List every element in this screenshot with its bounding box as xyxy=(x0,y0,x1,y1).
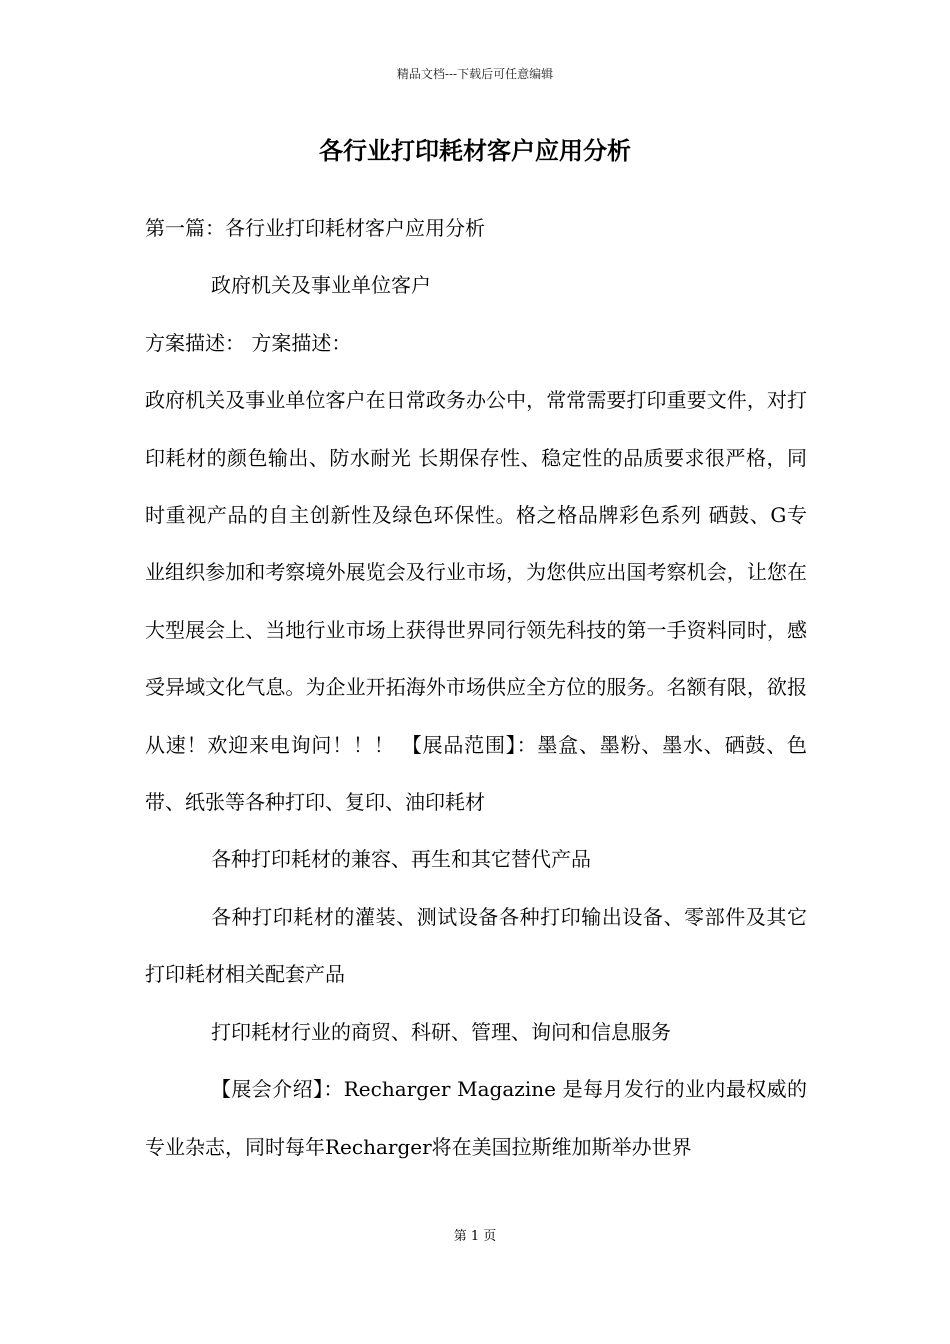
subheading: 政府机关及事业单位客户 xyxy=(211,273,431,298)
body-paragraph: 政府机关及事业单位客户在日常政务办公中，常常需要打印重要文件，对打印耗材的颜色输出、防水耐光 长期保存性、稳定性的品质要求很严格，同时重视产品的自主创新性及绿色环保性。格之格品牌彩色系列 硒鼓、G专业组织参加和考察境外展览会及行业市场，为您供应出国考察机会，让您在大型展会上、当地行业市场上获得世界同行领先科技的第一手资料同时，感受异域文化气息。为企业开拓海外市场供应全方位的服务。名额有限，欲报从速！欢迎来电询问！！！ 【展品范围】：墨盒、墨粉、墨水、硒鼓、色带、纸张等各种打印、复印、油印耗材 xyxy=(145,388,807,815)
plan-description-label: 方案描述： 方案描述： xyxy=(145,330,352,355)
document-body xyxy=(145,200,807,1176)
page-number: 第 1 页 xyxy=(453,1229,497,1244)
header-note: 精品文档---下载后可任意编辑 xyxy=(396,67,554,81)
document-title: 各行业打印耗材客户应用分析 xyxy=(319,136,631,165)
body-paragraph: 各种打印耗材的灌装、测试设备各种打印输出设备、零部件及其它打印耗材相关配套产品 xyxy=(145,904,807,987)
body-paragraph: 【展会介绍】：Recharger Magazine 是每月发行的业内最权威的专业杂志，同时每年Recharger将在美国拉斯维加斯举办世界 xyxy=(145,1077,807,1159)
body-paragraph: 打印耗材行业的商贸、科研、管理、询问和信息服务 xyxy=(211,1019,671,1044)
body-paragraph: 各种打印耗材的兼容、再生和其它替代产品 xyxy=(211,847,591,872)
section-heading: 第一篇：各行业打印耗材客户应用分析 xyxy=(145,216,485,240)
